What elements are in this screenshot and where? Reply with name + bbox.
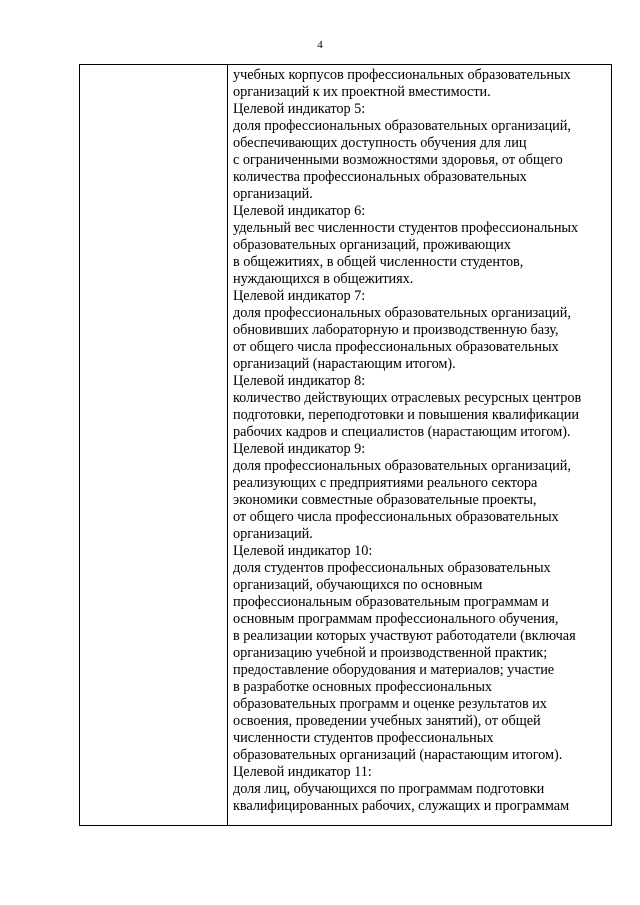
text-line: Целевой индикатор 9: [233, 441, 366, 457]
text-line: численности студентов профессиональных [233, 730, 494, 746]
text-line: в разработке основных профессиональных [233, 679, 493, 695]
text-line: организаций. [233, 186, 313, 202]
text-line: образовательных организаций (нарастающим итогом). [233, 747, 563, 763]
text-line: от общего числа профессиональных образовательных [233, 339, 559, 355]
text-line: реализующих с предприятиями реального сектора [233, 475, 538, 491]
text-line: в общежитиях, в общей численности студентов, [233, 254, 524, 270]
text-line: организаций, обучающихся по основным [233, 577, 483, 593]
text-line: доля студентов профессиональных образовательных [233, 560, 551, 576]
text-line: от общего числа профессиональных образовательных [233, 509, 559, 525]
left-cell [80, 65, 228, 826]
text-line: предоставление оборудования и материалов; участие [233, 662, 555, 678]
text-line: организаций (нарастающим итогом). [233, 356, 456, 372]
text-line: количества профессиональных образовательных [233, 169, 527, 185]
text-line: основным программам профессионального обучения, [233, 611, 559, 627]
text-line: рабочих кадров и специалистов (нарастающим итогом). [233, 424, 571, 440]
text-line: доля профессиональных образовательных организаций, [233, 118, 571, 134]
text-line: Целевой индикатор 6: [233, 203, 366, 219]
text-line: организаций к их проектной вместимости. [233, 84, 491, 100]
text-line: квалифицированных рабочих, служащих и программам [233, 798, 570, 814]
text-line: подготовки, переподготовки и повышения квалификации [233, 407, 579, 423]
text-line: доля профессиональных образовательных организаций, [233, 305, 571, 321]
text-line: количество действующих отраслевых ресурсных центров [233, 390, 582, 406]
text-line: с ограниченными возможностями здоровья, от общего [233, 152, 563, 168]
right-cell-text [228, 65, 611, 815]
text-line: организацию учебной и производственной практик; [233, 645, 548, 661]
page-number: 4 [317, 39, 323, 51]
text-line: Целевой индикатор 8: [233, 373, 366, 389]
text-line: доля профессиональных образовательных организаций, [233, 458, 571, 474]
indicators-table [79, 64, 612, 826]
text-line: обновивших лабораторную и производственную базу, [233, 322, 559, 338]
text-line: организаций. [233, 526, 313, 542]
text-line: доля лиц, обучающихся по программам подготовки [233, 781, 545, 797]
text-line: Целевой индикатор 7: [233, 288, 366, 304]
text-line: образовательных организаций, проживающих [233, 237, 511, 253]
text-line: профессиональным образовательным программам и [233, 594, 550, 610]
text-line: освоения, проведении учебных занятий), от общей [233, 713, 541, 729]
text-line: Целевой индикатор 10: [233, 543, 373, 559]
text-line: нуждающихся в общежитиях. [233, 271, 414, 287]
table-row [80, 65, 612, 826]
text-line: образовательных программ и оценке результатов их [233, 696, 547, 712]
text-line: Целевой индикатор 5: [233, 101, 366, 117]
text-line: учебных корпусов профессиональных образовательных [233, 67, 571, 83]
text-line: обеспечивающих доступность обучения для лиц [233, 135, 527, 151]
text-line: экономики совместные образовательные проекты, [233, 492, 537, 508]
right-cell [228, 65, 612, 826]
text-line: удельный вес численности студентов профессиональных [233, 220, 579, 236]
text-line: Целевой индикатор 11: [233, 764, 372, 780]
text-line: в реализации которых участвуют работодатели (включая [233, 628, 576, 644]
